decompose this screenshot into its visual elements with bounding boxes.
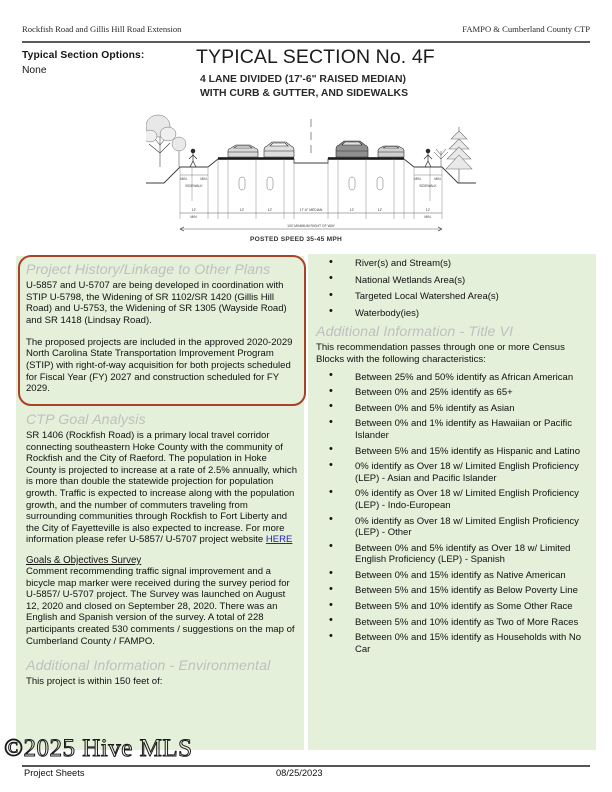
list-item: • 0% identify as Over 18 w/ Limited English Proficiency (LEP) - Other — [316, 516, 592, 539]
svg-text:12': 12' — [191, 208, 197, 212]
figure-subtitle-line2: WITH CURB & GUTTER, AND SIDEWALKS — [200, 88, 408, 99]
list-item: • Waterbody(ies) — [316, 308, 592, 320]
title-vi-heading: Additional Information - Title VI — [316, 324, 514, 341]
svg-text:17'-6" MEDIAN: 17'-6" MEDIAN — [299, 208, 323, 212]
list-item: • Between 0% and 5% identify as Over 18 w/ Limited English Proficiency (LEP) - Spanish — [316, 543, 592, 566]
list-item: • 0% identify as Over 18 w/ Limited English Proficiency (LEP) - Asian and Pacific Islander — [316, 461, 592, 484]
footer-date: 08/25/2023 — [276, 768, 323, 778]
list-item: • Between 0% and 15% identify as Households with No Car — [316, 632, 592, 655]
svg-text:100' MINIMUM RIGHT OF WAY: 100' MINIMUM RIGHT OF WAY — [287, 224, 335, 228]
svg-text:MIN.: MIN. — [424, 215, 432, 219]
right-inner-content — [316, 258, 592, 659]
list-item: • Between 5% and 10% identify as Some Other Race — [316, 601, 592, 613]
svg-text:MIN.: MIN. — [434, 177, 442, 181]
list-item: • Between 25% and 50% identify as African American — [316, 372, 592, 384]
list-item: • Between 0% and 25% identify as 65+ — [316, 387, 592, 399]
list-item: • Targeted Local Watershed Area(s) — [316, 291, 592, 303]
list-item: • Between 0% and 5% identify as Asian — [316, 403, 592, 415]
goals-survey-heading: Goals & Objectives Survey — [26, 554, 142, 566]
figure-subtitle-line1: 4 LANE DIVIDED (17'-6" RAISED MEDIAN) — [200, 74, 407, 85]
project-history-heading: Project History/Linkage to Other Plans — [26, 262, 271, 278]
figure-title: TYPICAL SECTION No. 4F — [196, 46, 435, 68]
list-item: • Between 5% and 10% identify as Two of More Races — [316, 617, 592, 629]
svg-text:MIN.: MIN. — [200, 177, 208, 181]
ctp-goal-analysis-text: SR 1406 (Rockfish Road) is a primary local travel corridor connecting southeastern Hoke County with the community of Rockfish and the City of Raeford. The population in Hoke County is projected to increase at a rate of 2.5% annually, which is more than double the statewide projection for population growth. Traffic is expected to increase along with the population growth, and the number of commuters traveling from surrounding communities through Rockfish to Fort Liberty and the City of Fayetteville is also expected to increase. For more information please refer U-5857/ U-5707 project website — [26, 430, 297, 546]
list-item: • Between 0% and 1% identify as Hawaiian or Pacific Islander — [316, 418, 592, 441]
project-history-paragraph-2: The proposed projects are included in the approved 2020-2029 North Carolina State Transportation Improvement Program (STIP) with right-of-way acquisition for both projects scheduled for Fiscal Year (FY) 2027 and construction scheduled for FY 2029. — [26, 336, 293, 395]
title-vi-bullet-list — [316, 372, 592, 656]
ctp-goal-analysis-section — [26, 412, 298, 546]
svg-text:MIN.: MIN. — [180, 177, 188, 181]
header-divider — [22, 41, 590, 43]
list-item: • National Wetlands Area(s) — [316, 275, 592, 287]
svg-text:12': 12' — [425, 208, 431, 212]
svg-text:MIN.: MIN. — [414, 177, 422, 181]
svg-text:12': 12' — [349, 208, 355, 212]
project-history-section — [26, 262, 298, 395]
list-item: • Between 5% and 15% identify as Below Poverty Line — [316, 585, 592, 597]
environmental-bullet-list — [316, 258, 592, 319]
svg-text:SIDEWALK: SIDEWALK — [419, 184, 437, 188]
roadway-cross-section-drawing — [146, 101, 476, 251]
list-item: • Between 5% and 15% identify as Hispanic and Latino — [316, 446, 592, 458]
ctp-goal-analysis-heading: CTP Goal Analysis — [26, 412, 146, 428]
posted-speed-label: POSTED SPEED 35-45 MPH — [250, 236, 342, 243]
environmental-heading: Additional Information - Environmental — [26, 658, 271, 675]
svg-text:12': 12' — [267, 208, 273, 212]
environmental-intro: This project is within 150 feet of: — [26, 676, 163, 688]
left-lower-sections — [26, 412, 298, 688]
right-content-panel — [308, 254, 596, 750]
list-item: • Between 0% and 15% identify as Native American — [316, 570, 592, 582]
svg-text:SIDEWALK: SIDEWALK — [185, 184, 203, 188]
typical-section-options-label: Typical Section Options: — [22, 50, 145, 61]
project-history-paragraph-1: U-5857 and U-5707 are being developed in coordination with STIP U-5798, the Widening of SR 1102/SR 1420 (Gillis Hill Road) and U-5753, the Widening of SR 1305 (Wayside Road) and SR 1418 (Lindsay Road). — [26, 280, 287, 326]
document-header — [22, 24, 590, 40]
header-agency-title: FAMPO & Cumberland County CTP — [462, 24, 590, 34]
title-vi-intro: This recommendation passes through one or more Census Blocks with the following characteristics: — [316, 342, 565, 365]
svg-text:12': 12' — [377, 208, 383, 212]
list-item: • 0% identify as Over 18 w/ Limited English Proficiency (LEP) - Indo-European — [316, 488, 592, 511]
left-content-panel — [16, 256, 304, 750]
svg-text:MIN.: MIN. — [190, 215, 198, 219]
footer-section-label: Project Sheets — [24, 768, 85, 778]
ctp-goal-analysis-paragraph — [26, 430, 298, 546]
list-item: • River(s) and Stream(s) — [316, 258, 592, 270]
project-website-link[interactable]: HERE — [265, 534, 293, 546]
header-project-title: Rockfish Road and Gillis Hill Road Extension — [22, 24, 182, 34]
svg-text:12': 12' — [239, 208, 245, 212]
goals-survey-paragraph: Comment recommending traffic signal improvement and a bicycle map marker were received during the survey period for U-5857/ U-5707 project. The Survey was launched on August 12, 2020 and closed on September 28, 2020. There was an English and Spanish version of the survey. A total of 228 participants created 530 comments / suggestions on the map of Cumberland County / FAMPO. — [26, 565, 295, 647]
typical-section-figure — [182, 46, 592, 251]
footer-divider — [22, 765, 590, 767]
typical-section-options-value: None — [22, 65, 47, 76]
environmental-section — [26, 658, 298, 688]
typical-section-options-block — [22, 50, 182, 76]
goals-objectives-survey-section — [26, 555, 298, 647]
